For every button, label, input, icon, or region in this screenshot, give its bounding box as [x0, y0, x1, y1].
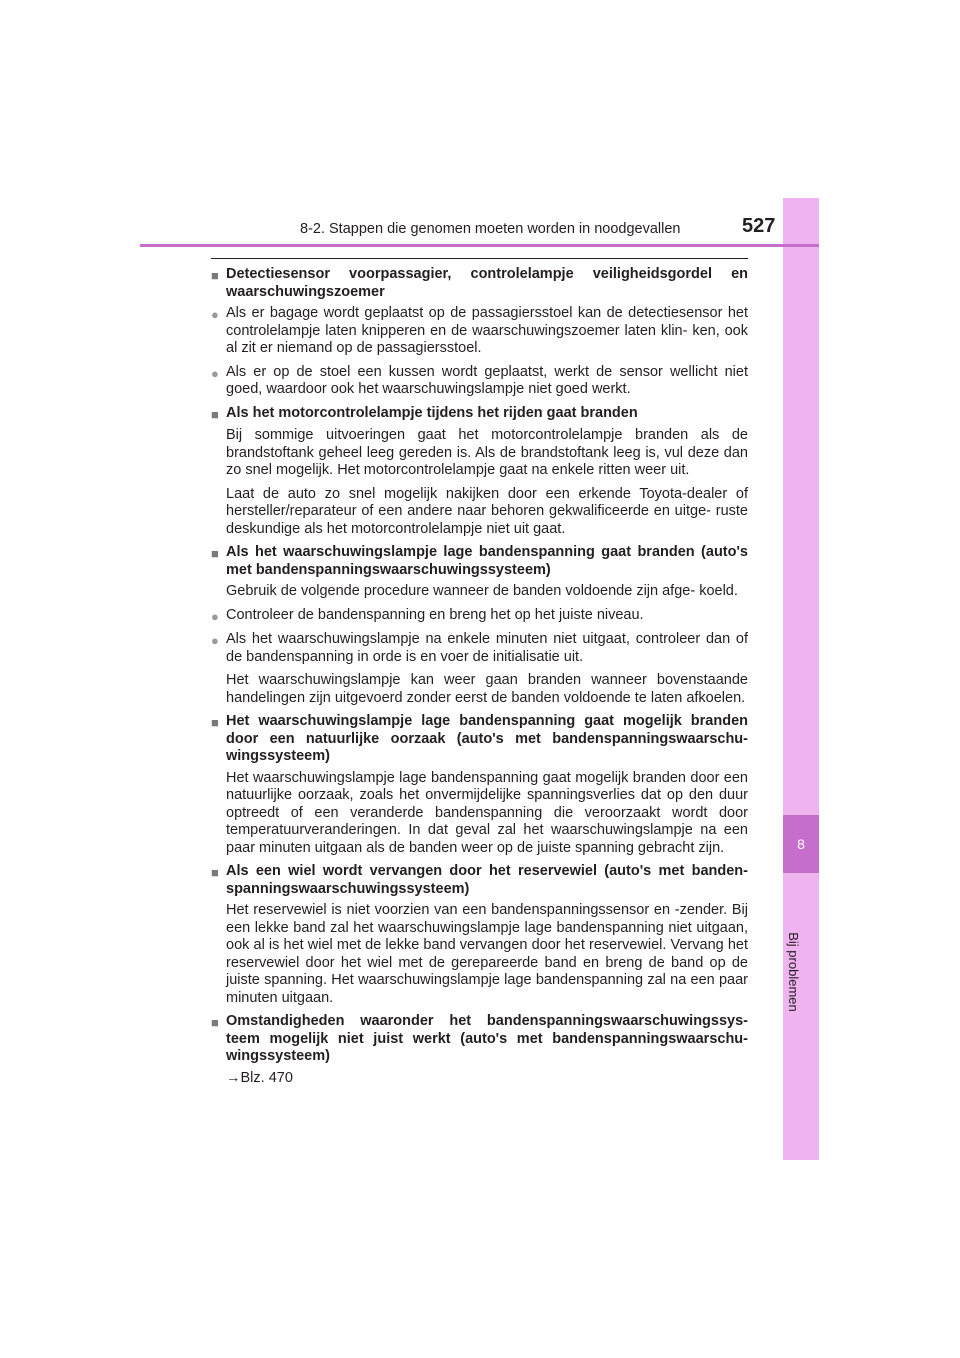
section-spare-wheel	[211, 863, 748, 1007]
list-item	[211, 305, 748, 358]
list-item-text: Als er op de stoel een kussen wordt geplaatst, werkt de sensor wellicht niet goed, waardoor ook het waarschuwingslampje niet goed werkt.	[226, 363, 748, 397]
paragraph: Het waarschuwingslampje kan weer gaan branden wanneer bovenstaande handelingen zijn uitgevoerd zonder eerst de banden voldoende te laten afkoelen.	[226, 672, 748, 706]
section-heading	[211, 405, 748, 424]
square-bullet-icon: ■	[211, 1015, 219, 1030]
page-number: 527	[742, 215, 776, 237]
paragraph: Het waarschuwingslampje lage bandenspanning gaat mogelijk branden door een natuurlijke oorzaak, zoals het onvermijdelijke spanningsverlies dat op den duur optreedt of een veranderde bandenspanning die veroorzaakt wordt door temperatuurveranderingen. In dat geval zal het waarschuwingslampje na een paar minuten uitgaan als de banden weer op de juiste spanning gebracht zijn.	[226, 769, 748, 856]
heading-text: Omstandigheden waaronder het bandenspanningswaarschuwingssys- teem mogelijk niet juist werkt (auto's met bandenspanningswaarschu- wingssysteem)	[226, 1013, 748, 1064]
square-bullet-icon: ■	[211, 268, 219, 283]
list-item-text: Controleer de bandenspanning en breng het op het juiste niveau.	[226, 606, 644, 623]
section-heading	[211, 863, 748, 898]
list-item	[211, 631, 748, 666]
circle-bullet-icon: ●	[211, 365, 219, 381]
chapter-number-box	[783, 815, 819, 873]
heading-text: Detectiesensor voorpassagier, controlelampje veiligheidsgordel en waarschuwingszoemer	[226, 266, 748, 300]
square-bullet-icon: ■	[211, 715, 219, 730]
circle-bullet-icon: ●	[211, 608, 219, 624]
paragraph: Laat de auto zo snel mogelijk nakijken door een erkende Toyota-dealer of hersteller/reparateur of een andere naar behoren gekwalificeerde en uitge- ruste deskundige als het motorcontrolelampje niet uit gaat.	[226, 485, 748, 537]
paragraph: Het reservewiel is niet voorzien van een bandenspanningssensor en -zender. Bij een lekke band zal het waarschuwingslampje lage bandenspanning niet uitgaan, ook al is het wiel met de lekke band vervangen door het reservewiel. Vervang het reservewiel door het wiel met de gerepareerde band en breng de band op de juiste spanning. Het waarschuwingslampje lage bandenspanning zal na een paar minuten uitgaan.	[226, 902, 748, 1006]
section-natural-cause	[211, 713, 748, 857]
list-item-text: Als het waarschuwingslampje na enkele minuten niet uitgaat, controleer dan of de bandenspanning in orde is en voer de initialisatie uit.	[226, 631, 748, 665]
list-item-text: Als er bagage wordt geplaatst op de passagiersstoel kan de detectiesensor het controlelampje laten knipperen en de waarschuwingszoemer laten klin- ken, ook al zit er niemand op de passagiersstoel.	[226, 305, 748, 356]
paragraph: Gebruik de volgende procedure wanneer de banden voldoende zijn afge- koeld.	[226, 583, 738, 599]
header-rule	[140, 244, 819, 247]
section-heading	[211, 544, 748, 579]
section-engine-light	[211, 405, 748, 539]
circle-bullet-icon: ●	[211, 633, 219, 648]
square-bullet-icon: ■	[211, 406, 219, 422]
page-content	[211, 266, 748, 1093]
list-item	[211, 607, 748, 626]
chapter-side-tab	[783, 198, 819, 1160]
section-heading	[211, 713, 748, 766]
section-header-title: 8-2. Stappen die genomen moeten worden in noodgevallen	[300, 221, 681, 237]
square-bullet-icon: ■	[211, 865, 219, 880]
heading-text: Als het motorcontrolelampje tijdens het rijden gaat branden	[226, 404, 638, 421]
section-system-limitations	[211, 1013, 748, 1087]
paragraph: Bij sommige uitvoeringen gaat het motorcontrolelampje branden als de brandstoftank geheel leeg gereden is. Als de brandstoftank leeg is, vul deze dan zo snel mogelijk. Het motorcontrolelampje gaat na enkele ritten weer uit.	[226, 427, 748, 478]
content-separator	[211, 258, 748, 259]
circle-bullet-icon: ●	[211, 307, 219, 322]
heading-text: Als een wiel wordt vervangen door het reservewiel (auto's met banden- spanningswaarschuwingssysteem)	[226, 863, 748, 897]
section-heading	[211, 1013, 748, 1066]
square-bullet-icon: ■	[211, 546, 219, 561]
section-heading	[211, 266, 748, 301]
list-item	[211, 364, 748, 399]
heading-text: Het waarschuwingslampje lage bandenspanning gaat mogelijk branden door een natuurlijke oorzaak (auto's met bandenspanningswaarschu- wingssysteem)	[226, 713, 748, 764]
section-tire-pressure-light	[211, 544, 748, 707]
section-passenger-sensor	[211, 266, 748, 399]
page-reference-link[interactable]: →Blz. 470	[226, 1069, 293, 1086]
chapter-number: 8	[797, 836, 805, 852]
heading-text: Als het waarschuwingslampje lage bandenspanning gaat branden (auto's met bandenspanningswaarschuwingssysteem)	[226, 544, 748, 578]
chapter-label: Bij problemen	[786, 932, 801, 1012]
